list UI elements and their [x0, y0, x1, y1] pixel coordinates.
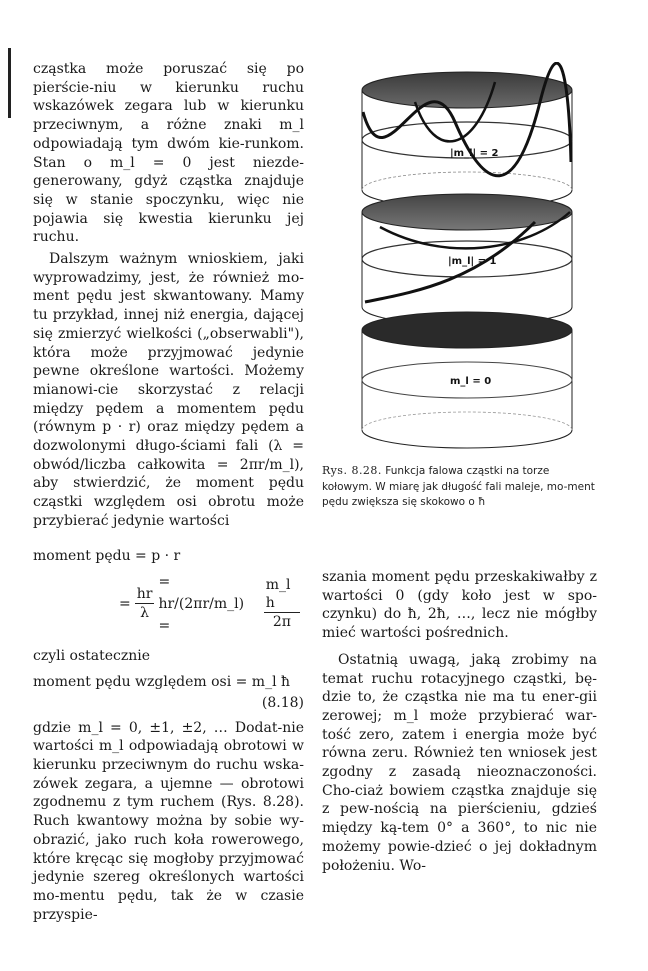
fraction-mlh-2pi [264, 576, 300, 631]
frac1-numerator: hr [136, 586, 153, 603]
margin-bar [8, 48, 11, 118]
formula-equals: = [119, 595, 131, 612]
label-ml-1: |m_l| = 1 [448, 256, 497, 267]
formula-block [33, 545, 304, 637]
formula-middle: = hr/(2πr/m_l) = [158, 573, 245, 634]
figure-caption [322, 463, 598, 511]
label-ml-2: |m_l| = 2 [450, 148, 499, 159]
main-equation-text: moment pędu względem osi = m_l ħ [33, 673, 291, 690]
thus-text: czyli ostatecznie [33, 647, 151, 664]
fraction-hr-lambda [135, 585, 155, 622]
label-ml-0: m_l = 0 [450, 376, 492, 387]
left-column [33, 60, 304, 924]
frac2-denominator: 2π [272, 614, 291, 631]
wavefunction-figure [355, 62, 580, 462]
caption-label: Rys. 8.28. [322, 464, 382, 477]
frac2-numerator: m_l h [264, 576, 300, 613]
right-paragraph-2: Ostatnią uwagą, jaką zrobimy na temat ruchu rotacyjnego cząstki, bę-dzie to, że cząstka nie ma tu ener-gii zerowej; m_l może przybierać war-tość zero, zatem i energia może być równa zeru. Również ten wniosek jest zgodny z zasadą nieoznaczoności. Cho-ciaż bowiem cząstka znajduje się z pew-nością na pierścieniu, gdzieś między ką-tem 0° a 360°, to nic nie możemy powie-dzieć o jej dokładnym położeniu. Wo- [322, 651, 597, 874]
caption-text: Funkcja falowa cząstki na torze kołowym. W miarę jak długość fali maleje, mo-ment pędu zwiększa się skokowo o ħ [322, 465, 595, 508]
paragraph-1: cząstka może poruszać się po pierście-niu w kierunku ruchu wskazówek zegara lub w kierunku przeciwnym, a różne znaki m_l odpowiadają tym dwóm kie-runkom. Stan o m_l = 0 jest niezde-generowany, gdyż cząstka znajduje się w stanie spoczynku, więc nie pojawia się kwestia kierunku jej ruchu. [33, 61, 304, 246]
formula-line-2 [119, 571, 304, 637]
right-paragraph-1: szania moment pędu przeskakiwałby z wartości 0 (gdy koło jest w spo-czynku) do ħ, 2ħ, …, lecz nie mógłby mieć wartości pośrednich. [322, 569, 597, 642]
formula-line-1: moment pędu = p · r [33, 547, 181, 564]
right-column [322, 568, 597, 875]
frac1-denominator: λ [140, 605, 150, 622]
cylinder-ml-2 [362, 63, 572, 208]
paragraph-2: Dalszym ważnym wnioskiem, jaki wyprowadzimy, jest, że również mo-ment pędu jest skwantowany. Mamy tu przykład, innej niż energia, dającej się zmierzyć wielkości („obserwabli"), która może przyjmować jedynie pewne określone wartości. Możemy mianowi-cie skorzystać z relacji między pędem a momentem pędu (równym p · r) oraz między pędem a dozwolonymi długo-ściami fali (λ = obwód/liczba całkowita = 2πr/m_l), aby stwierdzić, że moment pędu cząstki względem osi obrotu może przybierać jedynie wartości [33, 251, 304, 529]
main-equation [33, 673, 304, 691]
equation-number: (8.18) [261, 694, 304, 711]
paragraph-3: gdzie m_l = 0, ±1, ±2, … Dodat-nie wartości m_l odpowiadają obrotowi w kierunku przeciwnym do ruchu wska-zówek zegara, a ujemne — obrotowi zgodnemu z tym ruchem (Rys. 8.28). Ruch kwantowy można by sobie wy-obrazić, jako ruch koła rowerowego, które kręcąc się mogłoby przyjmować jedynie szereg określonych wartości mo-mentu pędu, tak że w czasie przyspie- [33, 719, 304, 923]
